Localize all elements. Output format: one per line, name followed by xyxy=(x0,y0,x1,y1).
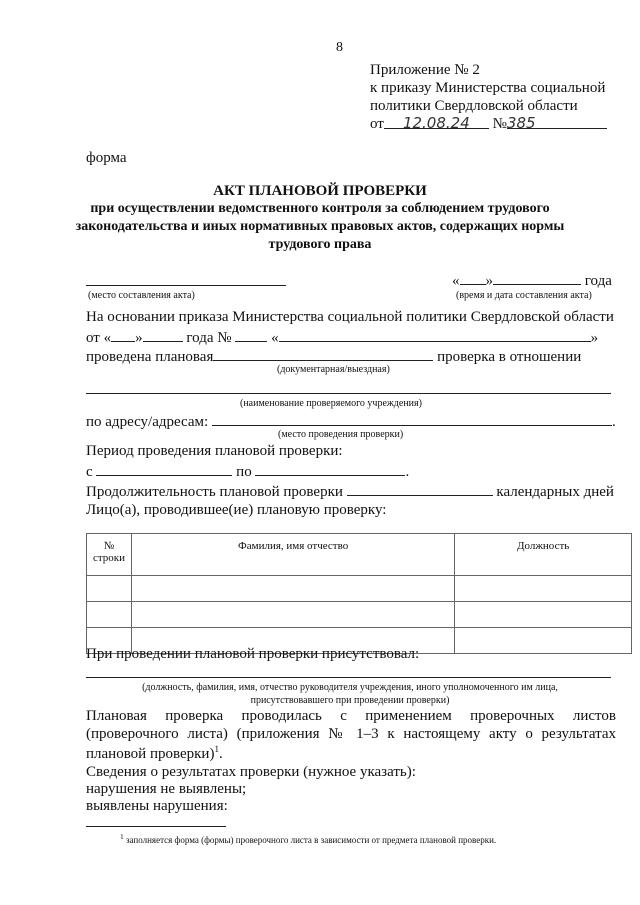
document-subtitle-1: при осуществлении ведомственного контроля за соблюдением трудового xyxy=(90,201,550,216)
appendix-date-field xyxy=(384,114,489,132)
table-cell[interactable] xyxy=(87,602,132,628)
present-label: При проведении плановой проверки присутствовал: xyxy=(86,646,420,662)
document-subtitle-3: трудового права xyxy=(268,237,372,252)
duration-line xyxy=(86,481,614,501)
appendix-date-value: 12.08.24 xyxy=(402,114,470,132)
place-field xyxy=(86,285,286,286)
footnote-separator xyxy=(86,826,226,827)
checklists-line-3 xyxy=(86,744,223,763)
document-subtitle-2: законодательства и иных нормативных правовых актов, содержащих нормы xyxy=(75,219,565,234)
table-cell[interactable] xyxy=(131,602,454,628)
appendix-number-field xyxy=(506,114,607,132)
period-end: . xyxy=(405,464,410,480)
conducted-prefix: проведена плановая xyxy=(86,349,214,365)
basis-end-quote: » xyxy=(590,330,599,346)
appendix-line-3: политики Свердловской области xyxy=(370,98,578,114)
basis-month-field xyxy=(143,327,183,342)
basis-number-field xyxy=(235,327,267,342)
conducted-line xyxy=(86,346,581,366)
basis-open-quote: « xyxy=(271,330,279,346)
results-option-1: нарушения не выявлены; xyxy=(86,781,247,797)
appendix-date-prefix: от xyxy=(370,116,384,132)
table-cell[interactable] xyxy=(131,576,454,602)
table-header-number: № строки xyxy=(87,534,132,576)
basis-line: На основании приказа Министерства социальной политики Свердловской области xyxy=(86,309,614,325)
table-cell[interactable] xyxy=(455,576,632,602)
present-field xyxy=(86,677,611,678)
footnote-text: заполняется форма (формы) проверочного листа в зависимости от предмета плановой проверки. xyxy=(126,835,497,845)
basis-title-field xyxy=(279,327,591,342)
results-option-2: выявлены нарушения: xyxy=(86,798,228,814)
table-cell[interactable] xyxy=(455,628,632,654)
basis-day-field xyxy=(111,327,135,342)
basis-from: от « xyxy=(86,330,112,346)
table-row xyxy=(87,602,632,628)
address-end: . xyxy=(611,414,616,430)
basis-order-line xyxy=(86,327,598,347)
table-header-position: Должность xyxy=(455,534,632,576)
appendix-number-value: 385 xyxy=(506,114,536,132)
checklists-line-1: Плановая проверка проводилась с применением проверочных листов xyxy=(86,708,616,724)
table-cell[interactable] xyxy=(87,576,132,602)
institution-field xyxy=(86,393,611,394)
table-row xyxy=(87,576,632,602)
basis-year-no: года № xyxy=(186,330,232,346)
act-date-day xyxy=(460,270,486,285)
duration-prefix: Продолжительность плановой проверки xyxy=(86,484,343,500)
table-header-row xyxy=(87,534,632,576)
footnote-mark: 1 xyxy=(120,832,124,841)
duration-suffix: календарных дней xyxy=(496,484,614,500)
form-label: форма xyxy=(86,150,127,166)
address-caption: (место проведения проверки) xyxy=(278,429,404,440)
period-to-field xyxy=(255,461,405,476)
persons-label: Лицо(а), проводившее(ие) плановую проверку: xyxy=(86,502,387,518)
appendix-line-2: к приказу Министерства социальной xyxy=(370,80,606,96)
conducted-type-caption: (документарная/выездная) xyxy=(277,364,390,375)
table-header-name: Фамилия, имя отчество xyxy=(131,534,454,576)
appendix-number-prefix: № xyxy=(492,116,507,132)
act-date-month xyxy=(493,270,581,285)
conducted-type-field xyxy=(213,346,433,361)
appendix-date-line xyxy=(370,114,607,133)
present-caption-2: присутствовавшего при проведении проверки) xyxy=(250,695,450,706)
present-caption-1: (должность, фамилия, имя, отчество руководителя учреждения, иного уполномоченного им лица, xyxy=(142,682,558,693)
footnote-ref: 1 xyxy=(214,744,219,754)
appendix-line-1: Приложение № 2 xyxy=(370,62,480,78)
address-field xyxy=(212,411,612,426)
address-line xyxy=(86,411,616,431)
page-number: 8 xyxy=(336,40,343,55)
period-from-field xyxy=(96,461,232,476)
act-date-close-quote: » xyxy=(485,273,493,289)
place-caption: (место составления акта) xyxy=(88,290,195,301)
duration-field xyxy=(347,481,493,496)
act-date-open-quote: « xyxy=(452,273,460,289)
period-label: Период проведения плановой проверки: xyxy=(86,443,343,459)
institution-caption: (наименование проверяемого учреждения) xyxy=(240,398,422,409)
table-cell[interactable] xyxy=(455,602,632,628)
checklists-line-2: (проверочного листа) (приложения № 1–3 к настоящему акту о результатах xyxy=(86,726,616,742)
period-from: с xyxy=(86,464,93,480)
results-label: Сведения о результатах проверки (нужное указать): xyxy=(86,764,416,780)
address-label: по адресу/адресам: xyxy=(86,414,209,430)
document-title: АКТ ПЛАНОВОЙ ПРОВЕРКИ xyxy=(213,183,427,199)
footnote xyxy=(120,832,496,845)
period-to: по xyxy=(236,464,252,480)
checklists-line-3-text: плановой проверки) xyxy=(86,746,215,762)
basis-close-quote: » xyxy=(135,330,143,346)
act-date-year-word: года xyxy=(584,273,612,289)
act-date-field xyxy=(452,270,612,290)
conducted-suffix: проверка в отношении xyxy=(437,349,582,365)
checklists-end: . xyxy=(218,746,223,762)
act-date-caption: (время и дата составления акта) xyxy=(456,290,592,301)
period-line xyxy=(86,461,409,481)
inspectors-table xyxy=(86,533,632,654)
